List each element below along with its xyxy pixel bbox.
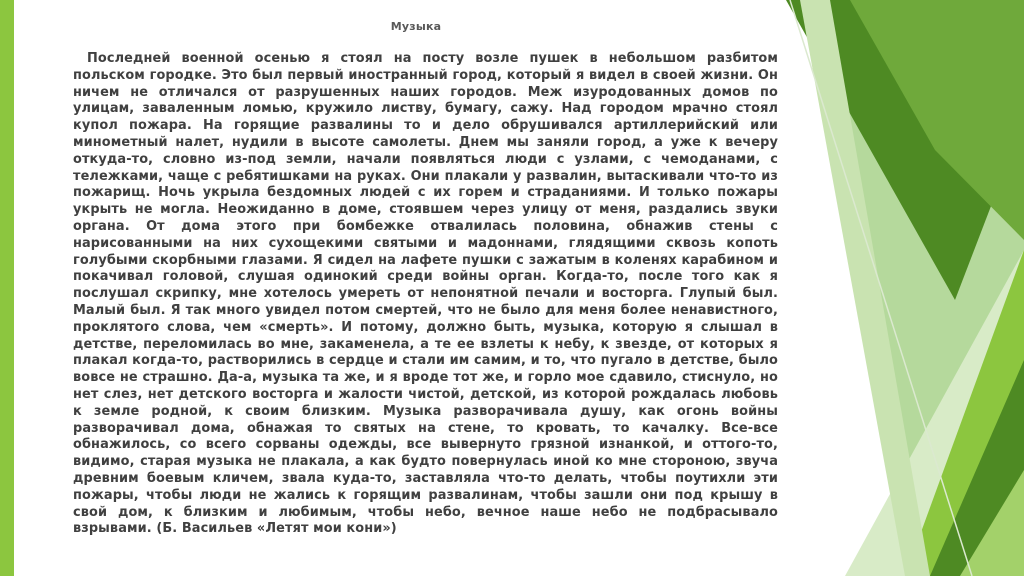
slide-body-text: Последней военной осенью я стоял на посту возле пушек в небольшом разбитом польском городке. Это был первый иностранный город, который я видел в своей жизни. Он ничем не отличался от разрушенных наших городов. Меж изуродованных домов по улицам, заваленным ломью, кружило листву, бумагу, сажу. Над городом мрачно стоял купол пожара. На горящие развалины то и дело обрушивался артиллерийский или минометный налет, нудили в высоте самолеты. Днем мы заняли город, а уже к вечеру откуда-то, словно из-под земли, начали появляться люди с узлами, с чемоданами, с тележками, чаще с ребятишками на руках. Они плакали у развалин, вытаскивали что-то из пожарищ. Ночь укрыла бездомных людей с их горем и страданиями. И только пожары укрыть не могла. Неожиданно в доме, стоявшем через улицу от меня, раздались звуки органа. От дома этого при бомбежке отвалилась половина, обнажив стены с нарисованными на них сухощекими святыми и мадоннами, глядящими сквозь копоть голубыми скорбными глазами. Я сидел на лафете пушки с зажатым в коленях карабином и покачивал головой, слушая одинокий среди войны орган. Когда-то, после того как я послушал скрипку, мне хотелось умереть от непонятной печали и восторга. Глупый был. Малый был. Я так много увидел потом смертей, что не было для меня более ненавистного, проклятого слова, чем «смерть». И потому, должно быть, музыка, которую я слышал в детстве, переломилась во мне, закаменела, а те ее взлеты к небу, к звезде, от которых я плакал когда-то, растворились в сердце и стали им самим, и то, что пугало в детстве, было вовсе не страшно. Да-а, музыка та же, и я вроде тот же, и горло мое сдавило, стиснуло, но нет слез, нет детского восторга и жалости чистой, детской, из которой рождалась любовь к земле родной, к своим близким. Музыка разворачивала душу, как огонь войны разворачивал дома, обнажая то святых на стене, то кровать, то качалку. Все-все обнажилось, со всего сорваны одежды, все вывернуто грязной изнанкой, и оттого-то, видимо, старая музыка не плакала, а как будто повернулась иной ко мне стороною, звуча древним боевым кличем, звала куда-то, заставляла что-то делать, чтобы поутихли эти пожары, чтобы люди не жались к горящим развалинам, чтобы зашли они под крышу в свой дом, к близким и любимым, чтобы небо, вечное наше небо не подбрасывало взрывами. (Б. Васильев «Летят мои кони»): [73, 51, 778, 537]
left-edge-bar: [0, 0, 14, 576]
slide-title: Музыка: [390, 20, 442, 33]
